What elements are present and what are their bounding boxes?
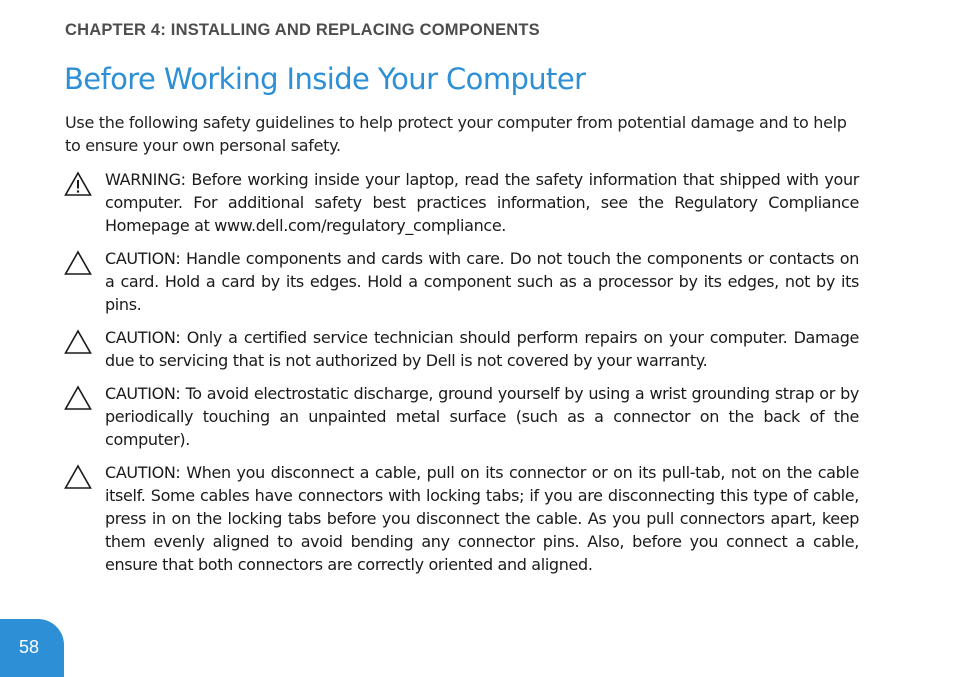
page-title: Before Working Inside Your Computer — [64, 62, 586, 96]
note-text: CAUTION: When you disconnect a cable, pull on its connector or on its pull-tab, not on the cable itself. Some cables have connectors with locking tabs; if you are disconnecting this type of cable, press in on the locking tabs before you disconnect the cable. As you pull connectors apart, keep them evenly aligned to avoid bending any connector pins. Also, before you connect a cable, ensure that both connectors are correctly oriented and aligned. — [105, 463, 859, 574]
note-text: WARNING: Before working inside your laptop, read the safety information that shipped with your computer. For additional safety best practices information, see the Regulatory Compliance Homepage at www.dell.com/regulatory_compliance. — [105, 170, 859, 235]
caution-note — [64, 247, 859, 316]
caution-icon — [64, 382, 105, 411]
chapter-heading: CHAPTER 4: INSTALLING AND REPLACING COMPONENTS — [65, 21, 540, 39]
note-text: CAUTION: To avoid electrostatic discharge, ground yourself by using a wrist grounding strap or by periodically touching an unpainted metal surface (such as a connector on the back of the computer). — [105, 384, 859, 449]
page-number: 58 — [19, 637, 40, 657]
caution-note — [64, 382, 859, 451]
warning-icon — [64, 168, 105, 197]
caution-icon — [64, 461, 105, 490]
note-text: CAUTION: Handle components and cards with care. Do not touch the components or contacts on a card. Hold a card by its edges. Hold a component such as a processor by its edges, not by its pins. — [105, 249, 859, 314]
caution-icon — [64, 326, 105, 355]
note-text: CAUTION: Only a certified service technician should perform repairs on your computer. Damage due to servicing that is not authorized by Dell is not covered by your warranty. — [105, 328, 859, 370]
warning-note — [64, 168, 859, 237]
intro-paragraph: Use the following safety guidelines to help protect your computer from potential damage and to help to ensure your own personal safety. — [65, 113, 847, 155]
caution-icon — [64, 247, 105, 276]
caution-note — [64, 461, 859, 576]
safety-notes — [64, 168, 859, 586]
caution-note — [64, 326, 859, 372]
